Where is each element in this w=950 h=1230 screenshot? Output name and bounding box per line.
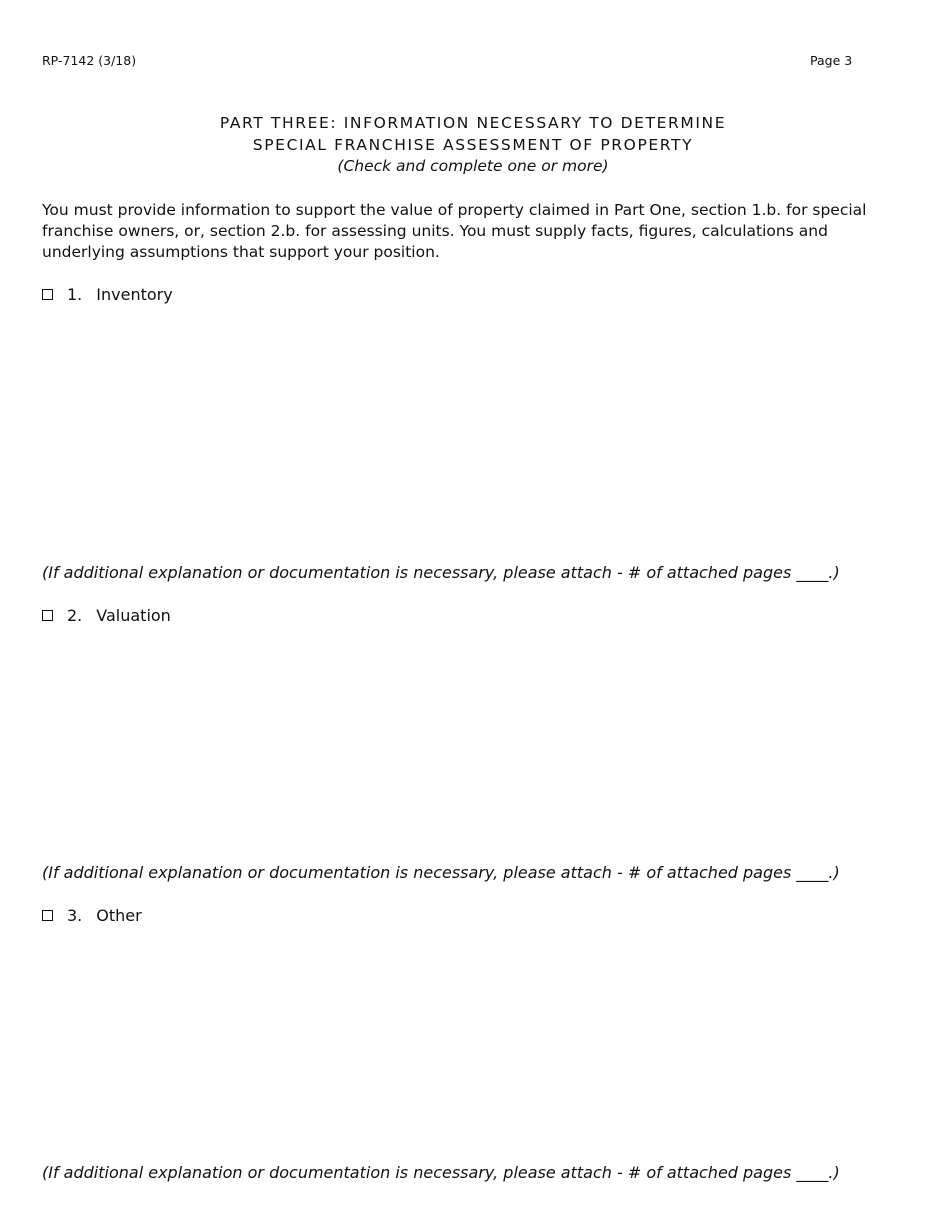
intro-paragraph: You must provide information to support the value of property claimed in Part One, section 1.b. for special franchise owners, or, section 2.b. for assessing units. You must supply facts, figures, calculations and underlying assumptions that support your position. [42,201,867,261]
attach-note-3: (If additional explanation or documentation is necessary, please attach - # of attached pages ____.) [42,1163,840,1182]
option-label: Valuation [96,606,171,625]
option-label: Inventory [96,285,173,304]
option-other[interactable] [42,906,142,925]
option-number: 1. [67,285,83,304]
form-id: RP-7142 (3/18) [42,53,137,68]
part-title-line2: SPECIAL FRANCHISE ASSESSMENT OF PROPERTY [252,136,694,154]
option-number: 2. [67,606,83,625]
other-checkbox[interactable] [42,910,53,921]
option-label: Other [96,906,142,925]
valuation-checkbox[interactable] [42,610,53,621]
option-inventory[interactable] [42,285,173,304]
option-valuation[interactable] [42,606,171,625]
attach-note-1: (If additional explanation or documentation is necessary, please attach - # of attached pages ____.) [42,563,840,582]
inventory-checkbox[interactable] [42,289,53,300]
attach-note-2: (If additional explanation or documentation is necessary, please attach - # of attached pages ____.) [42,863,840,882]
option-number: 3. [67,906,83,925]
page-number: Page 3 [810,53,853,68]
part-title-line1: PART THREE: INFORMATION NECESSARY TO DETERMINE [219,114,727,132]
part-instruction: (Check and complete one or more) [337,157,609,175]
